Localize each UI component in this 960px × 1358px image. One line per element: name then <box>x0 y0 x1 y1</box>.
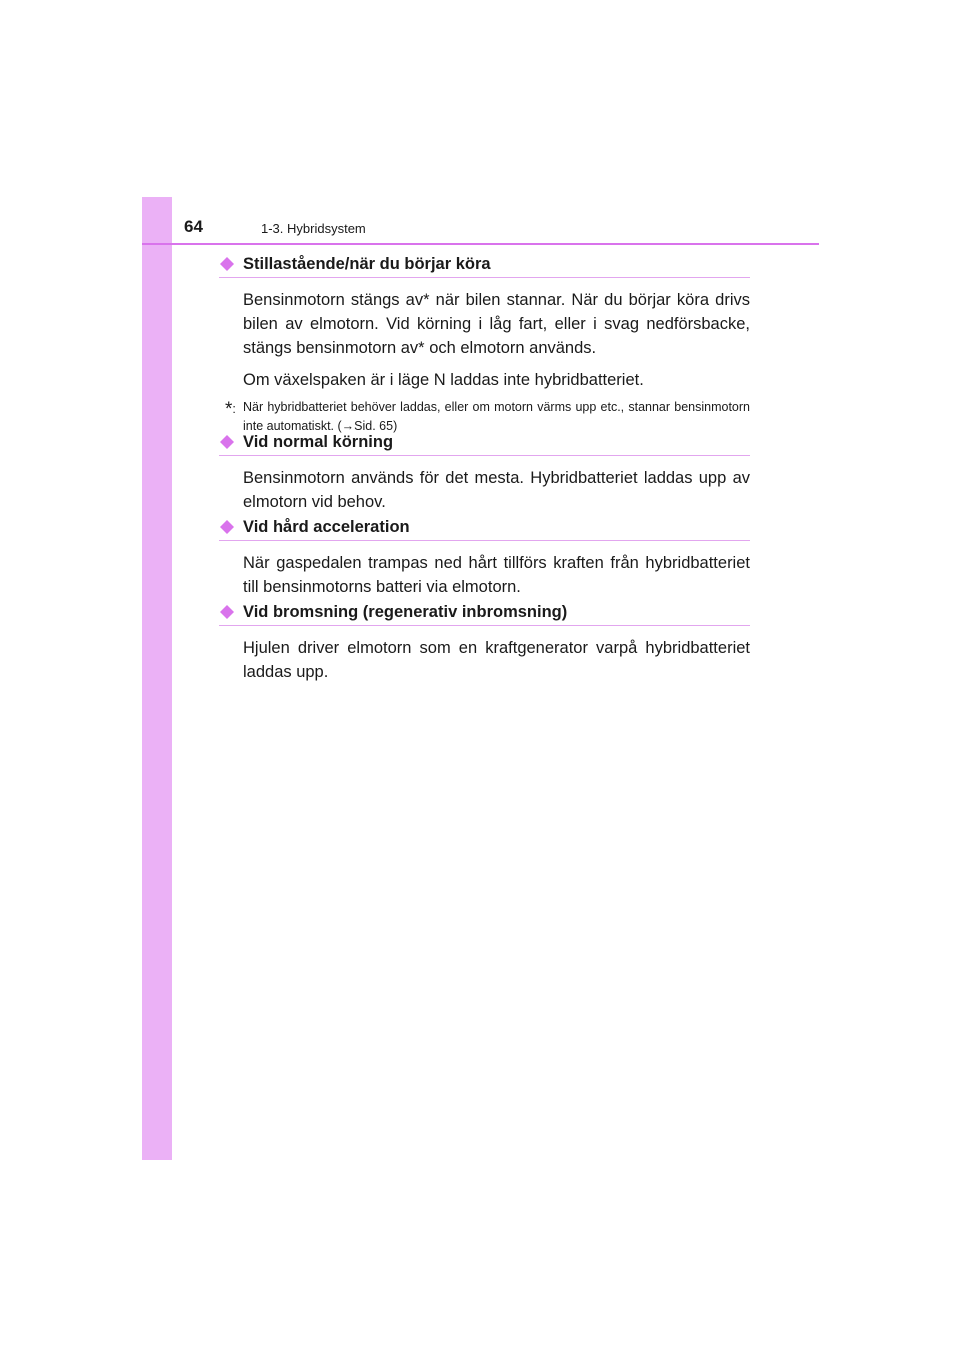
footnote-mark: *: <box>225 399 236 420</box>
paragraph: Om växelspaken är i läge N laddas inte hybridbatteriet. <box>243 371 644 389</box>
page-number: 64 <box>184 217 203 236</box>
paragraph: Bensinmotorn används för det mesta. Hybridbatteriet laddas upp av elmotorn vid behov. <box>243 469 750 511</box>
section-normal-driving <box>219 432 750 514</box>
section-heading <box>219 254 750 278</box>
diamond-icon <box>220 257 234 271</box>
section-heading-text: Vid hård acceleration <box>243 518 410 536</box>
section-heading <box>219 432 750 456</box>
section-heading-text: Vid normal körning <box>243 433 394 451</box>
section-heading-text: Vid bromsning (regenerativ inbromsning) <box>243 603 568 621</box>
section-heading-text: Stillastående/när du börjar köra <box>243 255 491 273</box>
diamond-icon <box>220 605 234 619</box>
diamond-icon <box>220 520 234 534</box>
diamond-icon <box>220 435 234 449</box>
footnote <box>219 398 750 436</box>
paragraph: När gaspedalen trampas ned hårt tillförs kraften från hybridbatteriet till bensinmotorns batteri via elmotorn. <box>243 554 750 596</box>
section-heading <box>219 517 750 541</box>
breadcrumb: 1-3. Hybridsystem <box>261 221 366 236</box>
section-stationary <box>219 254 750 436</box>
side-color-band <box>142 197 172 1160</box>
footnote-text: När hybridbatteriet behöver laddas, eller om motorn värms upp etc., stannar bensinmotorn inte automatiskt. (→Sid. 65) <box>243 400 750 433</box>
paragraph: Bensinmotorn stängs av* när bilen stannar. När du börjar köra drivs bilen av elmotorn. Vid körning i låg fart, eller i svag nedförsbacke, stängs bensinmotorn av* och elmotorn används. <box>243 291 750 357</box>
section-heading <box>219 602 750 626</box>
paragraph: Hjulen driver elmotorn som en kraftgenerator varpå hybridbatteriet laddas upp. <box>243 639 750 681</box>
section-braking <box>219 602 750 684</box>
section-hard-acceleration <box>219 517 750 599</box>
header-rule <box>142 243 819 245</box>
